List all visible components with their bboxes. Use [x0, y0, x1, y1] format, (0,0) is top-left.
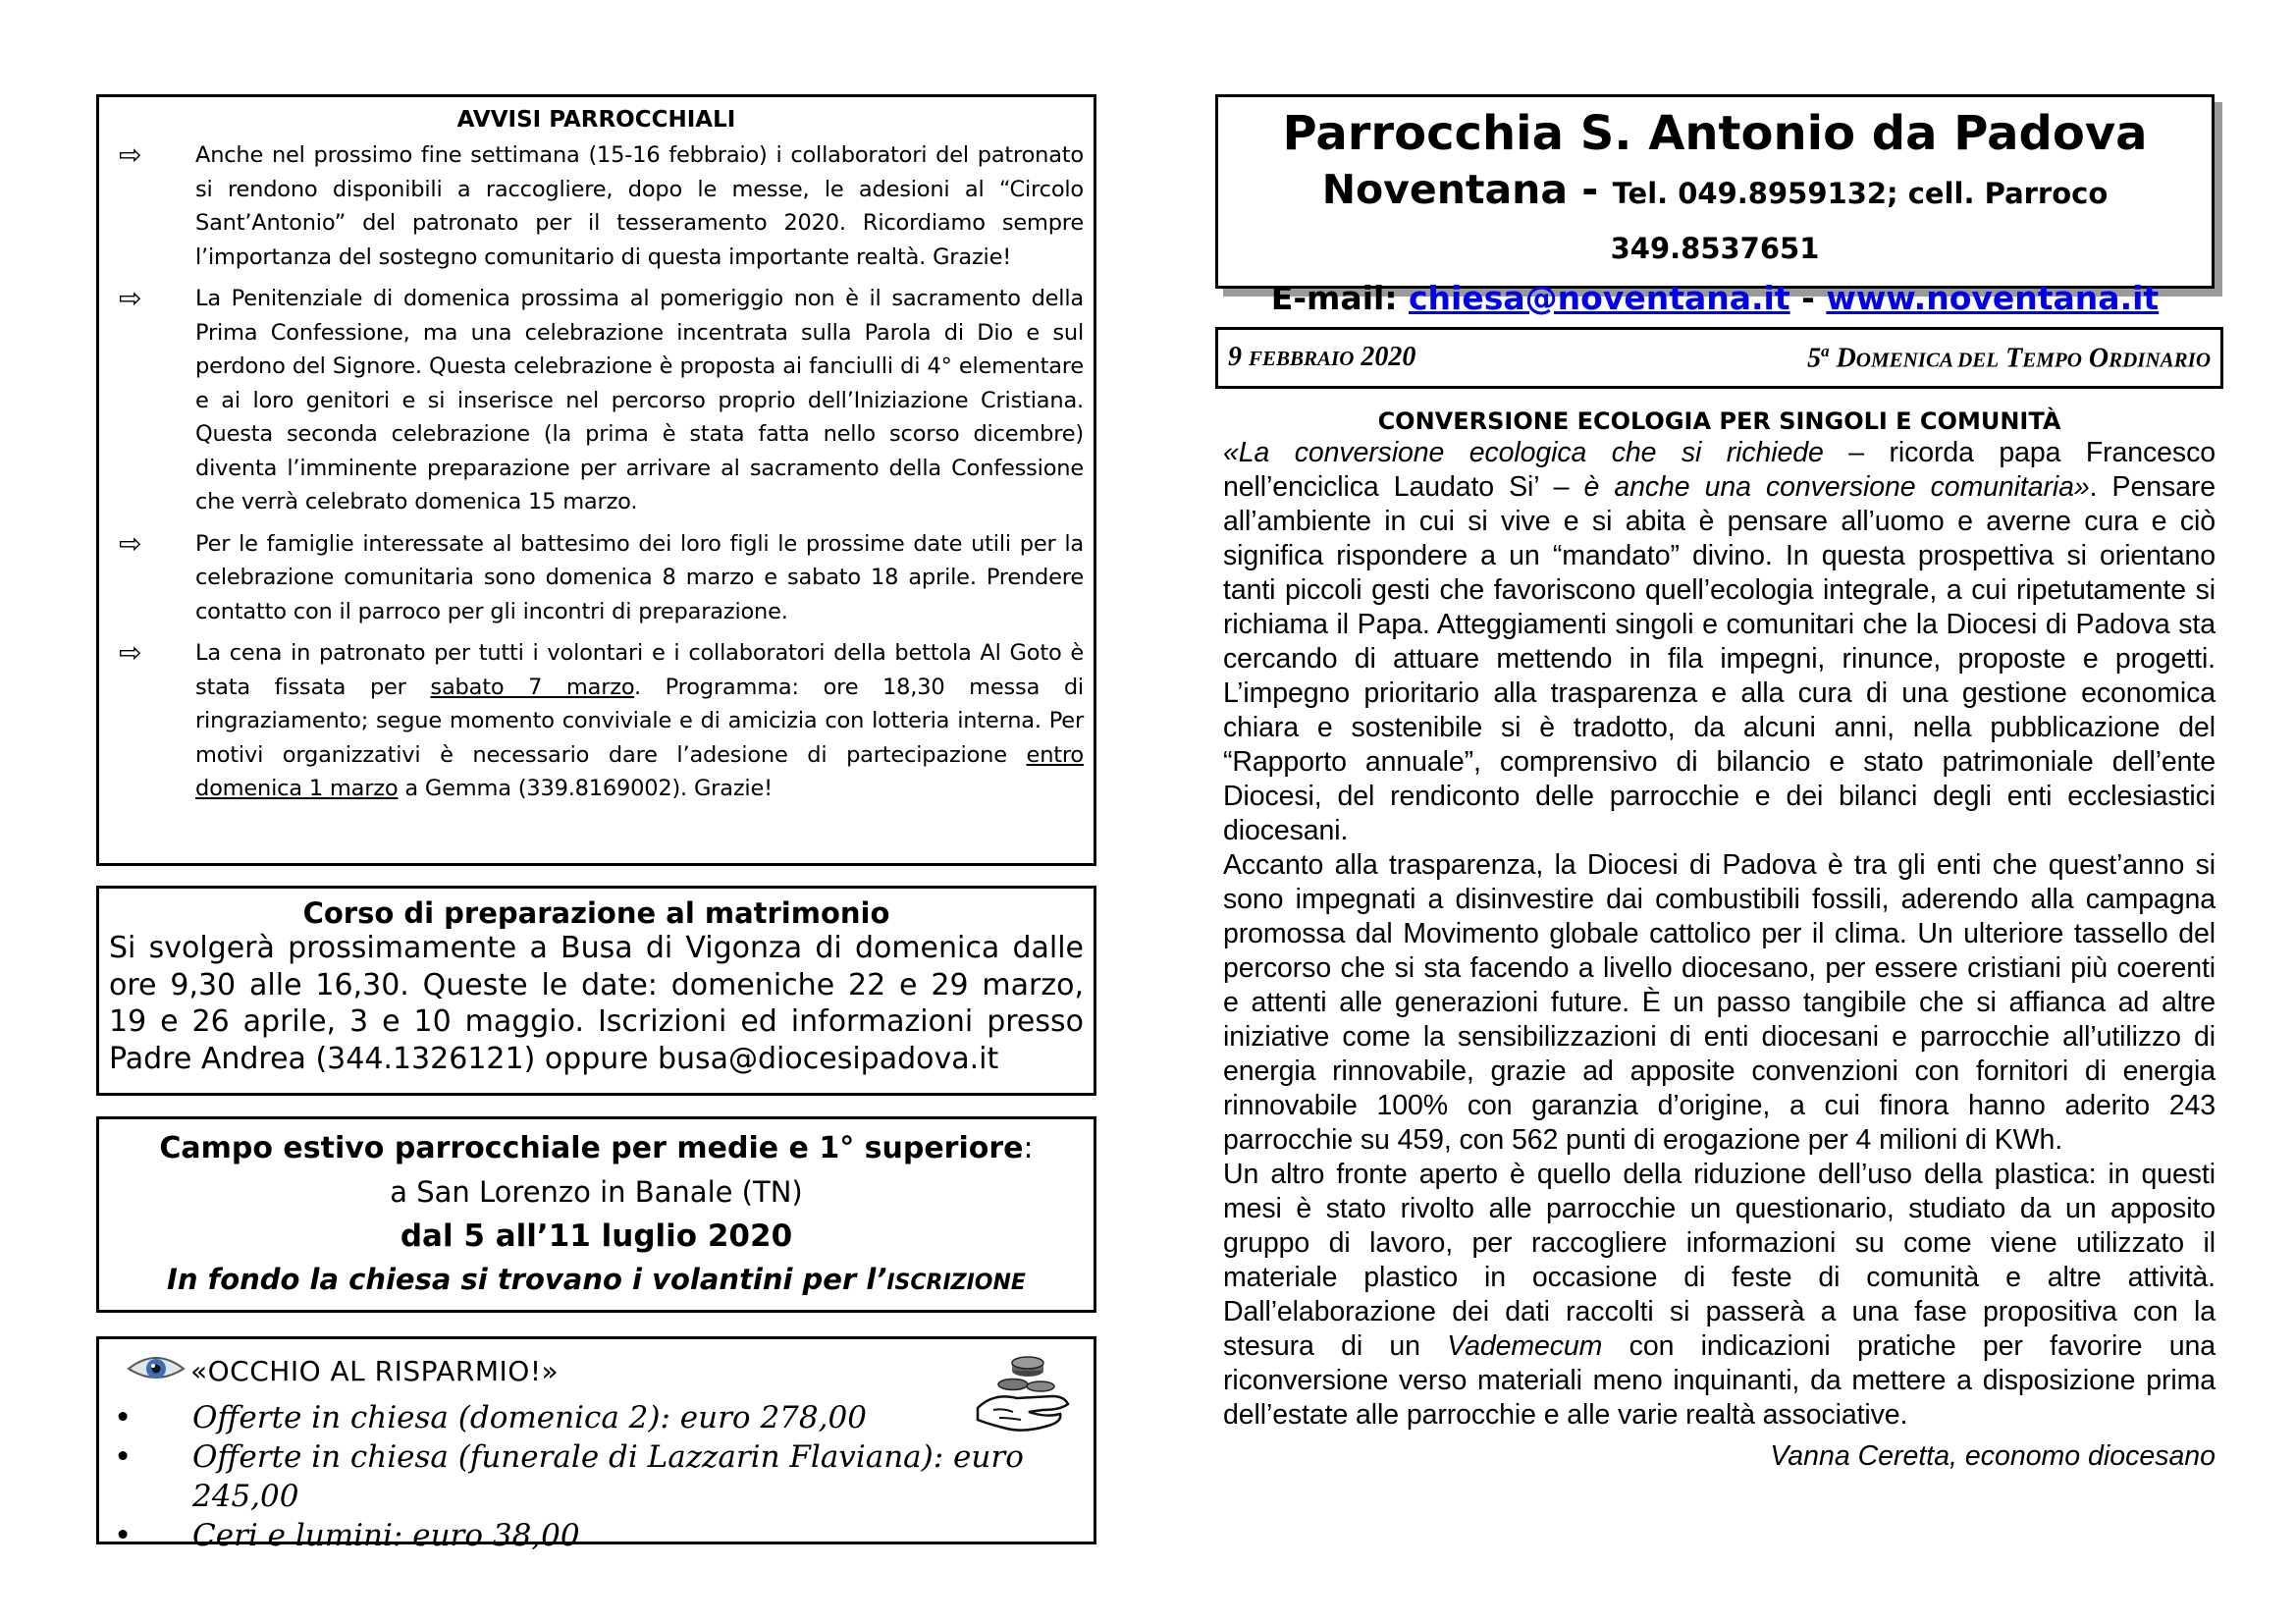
arrow-right-icon: ⇨ [119, 282, 142, 314]
date-month: FEBBRAIO [1249, 347, 1355, 370]
avvisi-box [96, 94, 1096, 866]
liturgical-sunday [1807, 342, 2211, 374]
date-day: 9 [1228, 342, 1249, 372]
avvisi-title: AVVISI PARROCCHIALI [456, 107, 736, 133]
text-run: – ricorda papa Francesco nell’enciclica Laudato Si’ – [1223, 437, 2216, 503]
bullet: • [114, 1439, 133, 1475]
article-paragraph: Accanto alla trasparenza, la Diocesi di Padova è tra gli enti che quest’anno si sono impegnati a disinvestire dai combustibili fossili, aderendo alla campagna promossa dal Movimento globale cattolico per il clima. Un ulteriore tassello del percorso che si sta facendo a livello diocesano, per essere cristiani più coerenti e attenti alle generazioni future. È un passo tangibile che si affianca ad altre iniziative come la sensibilizzazioni di enti diocesani e parrocchie all’utilizzo di energia rinnovabile, grazie ad apposite convenzioni con fornitori di energia rinnovabile 100% con garanzia d’origine, a cui finora hanno aderito 243 parrocchie su 459, con 562 punti di erogazione per 4 milioni di KWh. [1223, 849, 2216, 1156]
sunday-d: D [1829, 343, 1856, 374]
avviso-item [109, 138, 1084, 274]
campo-location: a San Lorenzo in Banale (TN) [390, 1175, 803, 1209]
avviso-deadline-underlined: entro domenica 1 marzo [195, 741, 1084, 801]
parish-name: Parrocchia S. Antonio da Padova [1282, 106, 2148, 161]
occhio-title: «OCCHIO AL RISPARMIO!» [190, 1355, 560, 1387]
article-signature: Vanna Ceretta, economo diocesano [1770, 1440, 2216, 1472]
vademecum-italic: Vademecum [1447, 1330, 1603, 1362]
date-year: 2020 [1354, 342, 1416, 372]
sunday-number: 5 [1807, 343, 1822, 374]
sunday-sc3: RDINARIO [2109, 348, 2211, 372]
campo-title-colon: : [1023, 1131, 1034, 1165]
parish-contacts [1218, 164, 2212, 274]
sunday-sc1: OMENICA DEL [1855, 348, 2000, 372]
occhio-box [96, 1336, 1096, 1553]
text-run: con indicazioni pratiche per favorire una riconversione verso materiali meno inquinanti, da mettere a disposizione prima dell’estate alle parrocchie e alle varie realtà associative. [1223, 1330, 2216, 1431]
avviso-date-underlined: sabato 7 marzo [430, 674, 635, 700]
offerta-text: Offerte in chiesa (funerale di Lazzarin Flaviana): euro 245,00 [192, 1439, 1024, 1514]
date-bar [1215, 327, 2223, 389]
offerta-item [109, 1437, 1091, 1516]
offerta-text: Ceri e lumini: euro 38,00 [192, 1518, 580, 1553]
sunday-o: O [2081, 343, 2109, 374]
avviso-item [109, 527, 1084, 629]
eye-icon [127, 1351, 186, 1386]
avviso-text: Anche nel prossimo fine settimana (15-16 febbraio) i collaboratori del patronato si rendono disponibili a raccogliere, dopo le messe, le adesioni al “Circolo Sant’Antonio” del patronato per il tesseramento 2020. Ricordiamo sempre l’importanza del sostegno comunitario di questa importante realtà. Grazie! [195, 142, 1084, 270]
bullet: • [114, 1400, 133, 1435]
web-separator: - [1789, 279, 1827, 317]
text-run: Un altro fronte aperto è quello della riduzione dell’uso della plastica: in questi mesi è stato rivolto alle parrocchie un questionario, studiato da un apposito gruppo di lavoro, per raccogliere informazioni su come viene utilizzato il materiale plastico in occasione di feste di comunità e altre attività. Dall’elaborazione dei dati raccolti si passerà a una fase propositiva con la stesura di un [1223, 1159, 2216, 1362]
avviso-item [109, 636, 1084, 806]
article-title: CONVERSIONE ECOLOGIA PER SINGOLI E COMUNITÀ [1377, 407, 2061, 435]
avviso-text-part: La cena in patronato per tutti i volontari e i collaboratori della bettola Al Goto è stata fissata per [195, 640, 1084, 700]
avviso-text: La Penitenziale di domenica prossima al pomeriggio non è il sacramento della Prima Confessione, ma una celebrazione incentrata sulla Parola di Dio e sul perdono del Signore. Questa celebrazione è proposta ai fanciulli di 4° elementare e ai loro genitori e si inserisce nel percorso proprio dell’Iniziazione Cristiana. Questa seconda celebrazione (la prima è stata fatta nello scorso dicembre) diventa l’imminente preparazione per arrivare al sacramento della Confessione che verrà celebrato domenica 15 marzo. [195, 286, 1084, 514]
text-run: . Pensare all’ambiente in cui si vive e si abita è pensare all’uomo e averne cura e ciò significa rispondere a un “mandato” divino. In questa prospettiva si orientano tanti piccoli gesti che favoriscono quell’ecologia integrale, a cui ripetutamente si richiama il Papa. Atteggiamenti singoli e comunitari che la Diocesi di Padova sta cercando di attuare mettendo in fila impegni, rinunce, proposte e progetti. L’impegno prioritario alla trasparenza e alla cura di una gestione economica chiara e sostenibile si è tradotto, da alcuni anni, nella pubblicazione del “Rapporto annuale”, comprensivo di bilancio e stato patrimoniale dell’ente Diocesi, del rendiconto delle parrocchie e dei bilanci degli enti ecclesiastici diocesani. [1223, 471, 2216, 846]
offerta-item [109, 1398, 1091, 1437]
sunday-t: T [1999, 343, 2023, 374]
article [1223, 406, 2216, 1476]
issue-date [1228, 342, 1415, 373]
campo-title [99, 1127, 1094, 1170]
sunday-ordinal: a [1821, 342, 1830, 360]
corso-body: Si svolgerà prossimamente a Busa di Vigonza di domenica dalle ore 9,30 alle 16,30. Queste le date: domeniche 22 e 29 marzo, 19 e 26 aprile, 3 e 10 maggio. Iscrizioni ed informazioni presso Padre Andrea (344.1326121) oppure busa@diocesipadova.it [109, 931, 1084, 1076]
corso-box [96, 886, 1096, 1096]
article-paragraph [1223, 436, 2216, 848]
offerta-item [109, 1516, 1091, 1555]
parish-header [1215, 94, 2215, 317]
arrow-right-icon: ⇨ [119, 526, 142, 560]
website-link[interactable]: www.noventana.it [1826, 279, 2160, 317]
campo-note [99, 1259, 1094, 1304]
email-link[interactable]: chiesa@noventana.it [1409, 279, 1790, 317]
parish-web [1218, 274, 2212, 323]
quote-italic: è anche una conversione comunitaria» [1583, 471, 2090, 503]
offerte-list [109, 1398, 1091, 1555]
avviso-item [109, 282, 1084, 519]
bullet: • [114, 1518, 133, 1553]
quote-italic: «La conversione ecologica che si richiede [1223, 437, 1824, 468]
phone-numbers: Tel. 049.8959132; cell. Parroco 349.8537651 [1610, 177, 2109, 265]
sunday-sc2: EMPO [2022, 348, 2082, 372]
arrow-right-icon: ⇨ [119, 138, 142, 171]
email-label: E-mail: [1270, 279, 1409, 317]
campo-title-text: Campo estivo parrocchiale per medie e 1° superiore [159, 1131, 1024, 1165]
corso-title: Corso di preparazione al matrimonio [302, 896, 890, 930]
offerta-text: Offerte in chiesa (domenica 2): euro 278,00 [192, 1400, 867, 1435]
avviso-text-part: a Gemma (339.8169002). Grazie! [398, 776, 773, 801]
town-name: Noventana - [1321, 166, 1613, 213]
avviso-text: Per le famiglie interessate al battesimo dei loro figli le prossime date utili per la celebrazione comunitaria sono domenica 8 marzo e sabato 18 aprile. Prendere contatto con il parroco per gli incontri di preparazione. [195, 530, 1084, 624]
campo-note-text: In fondo la chiesa si trovano i volantini per l’ [167, 1263, 887, 1296]
arrow-right-icon: ⇨ [119, 636, 142, 669]
campo-dates: dal 5 all’11 luglio 2020 [400, 1218, 793, 1254]
campo-box [96, 1116, 1096, 1313]
campo-note-smallcaps: ISCRIZIONE [886, 1271, 1026, 1295]
article-paragraph [1223, 1158, 2216, 1433]
avviso-text-part: . Programma: ore 18,30 messa di ringraziamento; segue momento conviviale e di amicizia con lotteria interna. Per motivi organizzativi è necessario dare l’adesione di partecipazione [195, 674, 1084, 768]
